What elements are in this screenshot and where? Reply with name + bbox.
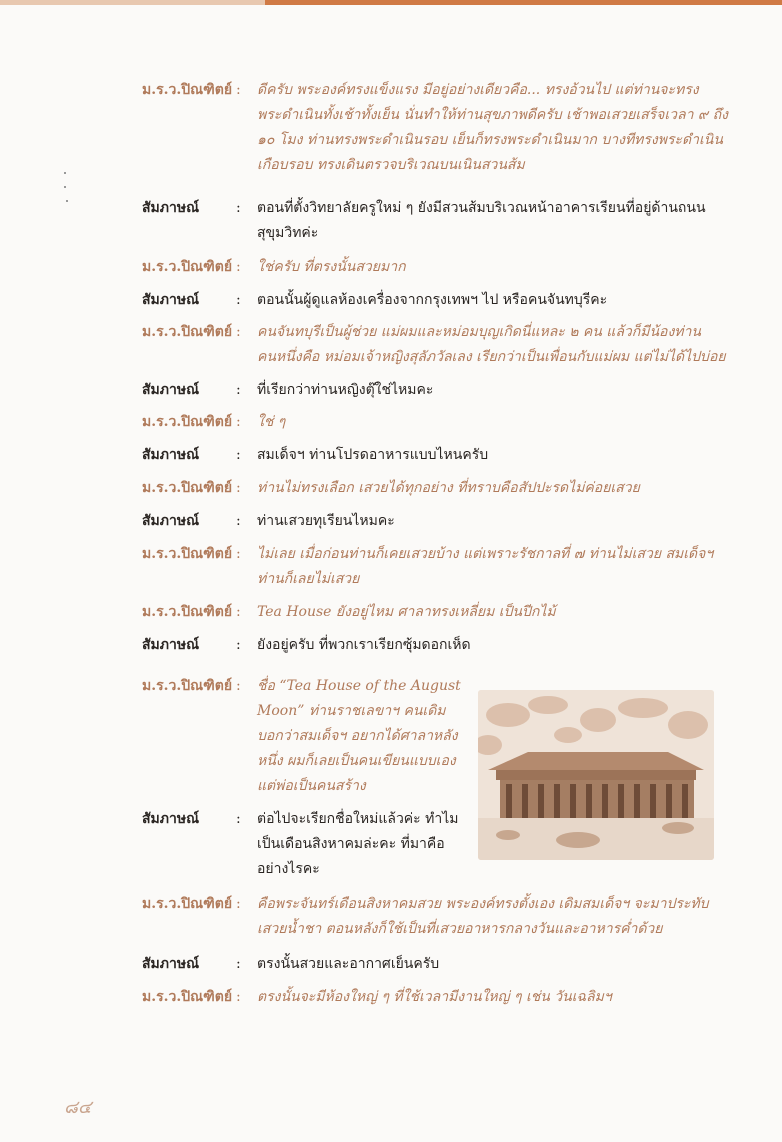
speaker-colon: :	[236, 604, 241, 620]
text-line: ตรงนั้นจะมีห้องใหญ่ ๆ ที่ใช้เวลามีงานใหญ่ ๆ เช่น วันเฉลิมฯ	[257, 989, 612, 1005]
speaker-colon: :	[236, 200, 241, 216]
speaker-label: สัมภาษณ์	[142, 637, 200, 653]
utterance-text	[257, 288, 752, 313]
text-line: เกือบรอบ ทรงเดินตรวจบริเวณบนเนินสวนส้ม	[257, 157, 525, 173]
text-line: ไม่เลย เมื่อก่อนท่านก็เคยเสวยบ้าง แต่เพราะรัชกาลที่ ๗ ท่านไม่เสวย สมเด็จฯ	[257, 546, 714, 562]
text-line: คือพระจันทร์เดือนสิงหาคมสวย พระองค์ทรงตั้งเอง เดิมสมเด็จฯ จะมาประทับ	[257, 896, 709, 912]
text-line: ท่านเสวยทุเรียนไหมคะ	[257, 513, 395, 529]
text-line: Tea House ยังอยู่ไหม ศาลาทรงเหลี่ยม เป็นปีกไม้	[257, 604, 556, 620]
speaker-colon: :	[236, 811, 241, 827]
text-line: ๑๐ โมง ท่านทรงพระดำเนินรอบ เย็นก็ทรงพระดำเนินมาก บางทีทรงพระดำเนิน	[257, 132, 723, 148]
speck	[64, 186, 66, 188]
text-line: ยังอยู่ครับ ที่พวกเราเรียกซุ้มดอกเห็ด	[257, 637, 471, 653]
utterance-text	[257, 196, 752, 246]
text-line: สมเด็จฯ ท่านโปรดอาหารแบบไหนครับ	[257, 447, 489, 463]
speaker-colon: :	[236, 292, 241, 308]
speaker-colon: :	[236, 637, 241, 653]
text-line: บอกว่าสมเด็จฯ อยากได้ศาลาหลัง	[257, 728, 458, 744]
utterance-text	[257, 509, 752, 534]
text-line: ที่เรียกว่าท่านหญิงตุ๊ใช่ไหมคะ	[257, 382, 434, 398]
text-line: ตอนนั้นผู้ดูแลห้องเครื่องจากกรุงเทพฯ ไป หรือคนจันทบุรีคะ	[257, 292, 608, 308]
text-line: เสวยน้ำชา ตอนหลังก็ใช้เป็นที่เสวยอาหารกลางวันและอาหารค่ำด้วย	[257, 921, 663, 937]
tea-house-illustration	[478, 690, 714, 860]
speaker-label: สัมภาษณ์	[142, 811, 200, 827]
speaker-colon: :	[236, 956, 241, 972]
text-line: ใช่ ๆ	[257, 414, 286, 430]
speaker-colon: :	[236, 513, 241, 529]
utterance-text	[257, 78, 752, 178]
speaker-label: สัมภาษณ์	[142, 292, 200, 308]
speaker-colon: :	[236, 259, 241, 275]
text-line: ต่อไปจะเรียกชื่อใหม่แล้วค่ะ ทำไม	[257, 811, 459, 827]
top-bar-dark	[265, 0, 782, 5]
speaker-label: ม.ร.ว.ปิณฑิตย์	[142, 678, 233, 694]
utterance-text	[257, 952, 752, 977]
utterance-text	[257, 542, 752, 592]
text-line: คนหนึ่งคือ หม่อมเจ้าหญิงสุลัภวัลเลง เรียกว่าเป็นเพื่อนกับแม่ผม แต่ไม่ได้ไปบ่อย	[257, 349, 726, 365]
text-line: ตอนที่ตั้งวิทยาลัยครูใหม่ ๆ ยังมีสวนส้มบริเวณหน้าอาคารเรียนที่อยู่ด้านถนน	[257, 200, 706, 216]
utterance-text	[257, 674, 472, 799]
speaker-colon: :	[236, 414, 241, 430]
top-accent-bar	[0, 0, 782, 5]
speaker-label: ม.ร.ว.ปิณฑิตย์	[142, 324, 233, 340]
utterance-text	[257, 476, 752, 501]
speaker-label: ม.ร.ว.ปิณฑิตย์	[142, 82, 233, 98]
text-line: ชื่อ “Tea House of the August	[257, 678, 461, 694]
speaker-label: สัมภาษณ์	[142, 956, 200, 972]
text-line: สุขุมวิทค่ะ	[257, 225, 319, 241]
utterance-text	[257, 807, 472, 882]
speaker-label: ม.ร.ว.ปิณฑิตย์	[142, 604, 233, 620]
speaker-label: ม.ร.ว.ปิณฑิตย์	[142, 414, 233, 430]
text-line: หนึ่ง ผมก็เลยเป็นคนเขียนแบบเอง	[257, 753, 456, 769]
text-line: คนจันทบุรีเป็นผู้ช่วย แม่ผมและหม่อมบุญเกิดนี่แหละ ๒ คน แล้วก็มีน้องท่าน	[257, 324, 701, 340]
speck	[66, 200, 68, 202]
speaker-label: ม.ร.ว.ปิณฑิตย์	[142, 989, 233, 1005]
utterance-text	[257, 410, 752, 435]
text-line: เป็นเดือนสิงหาคมล่ะคะ ที่มาคือ	[257, 836, 445, 852]
text-line: ท่านไม่ทรงเลือก เสวยได้ทุกอย่าง ที่ทราบคือสัปปะรดไม่ค่อยเสวย	[257, 480, 640, 496]
speaker-colon: :	[236, 324, 241, 340]
utterance-text	[257, 985, 752, 1010]
speaker-colon: :	[236, 82, 241, 98]
speaker-label: สัมภาษณ์	[142, 513, 200, 529]
utterance-text	[257, 892, 752, 942]
utterance-text	[257, 600, 752, 625]
speaker-colon: :	[236, 896, 241, 912]
top-bar-light	[0, 0, 265, 5]
page-number: ๘๔	[64, 1097, 92, 1118]
speaker-colon: :	[236, 480, 241, 496]
speaker-label: ม.ร.ว.ปิณฑิตย์	[142, 546, 233, 562]
speaker-colon: :	[236, 989, 241, 1005]
speaker-label: ม.ร.ว.ปิณฑิตย์	[142, 259, 233, 275]
speaker-colon: :	[236, 678, 241, 694]
speck	[64, 172, 66, 174]
text-line: อย่างไรคะ	[257, 861, 320, 877]
utterance-text	[257, 378, 752, 403]
text-line: ท่านก็เลยไม่เสวย	[257, 571, 360, 587]
speaker-label: ม.ร.ว.ปิณฑิตย์	[142, 896, 233, 912]
speaker-label: ม.ร.ว.ปิณฑิตย์	[142, 480, 233, 496]
tea-house-photo	[478, 690, 714, 860]
speaker-label: สัมภาษณ์	[142, 382, 200, 398]
speaker-colon: :	[236, 382, 241, 398]
speaker-colon: :	[236, 546, 241, 562]
text-line: ตรงนั้นสวยและอากาศเย็นครับ	[257, 956, 440, 972]
speaker-colon: :	[236, 447, 241, 463]
utterance-text	[257, 320, 752, 370]
text-line: พระดำเนินทั้งเช้าทั้งเย็น นั่นทำให้ท่านสุขภาพดีครับ เช้าพอเสวยเสร็จเวลา ๙ ถึง	[257, 107, 728, 123]
text-line: ใช่ครับ ที่ตรงนั้นสวยมาก	[257, 259, 406, 275]
text-line: Moon” ท่านราชเลขาฯ คนเดิม	[257, 703, 446, 719]
text-line: แต่พ่อเป็นคนสร้าง	[257, 778, 366, 794]
utterance-text	[257, 255, 752, 280]
text-line: ดีครับ พระองค์ทรงแข็งแรง มีอยู่อย่างเดียวคือ... ทรงอ้วนไป แต่ท่านจะทรง	[257, 82, 699, 98]
speaker-label: สัมภาษณ์	[142, 447, 200, 463]
utterance-text	[257, 443, 752, 468]
speaker-label: สัมภาษณ์	[142, 200, 200, 216]
utterance-text	[257, 633, 752, 658]
